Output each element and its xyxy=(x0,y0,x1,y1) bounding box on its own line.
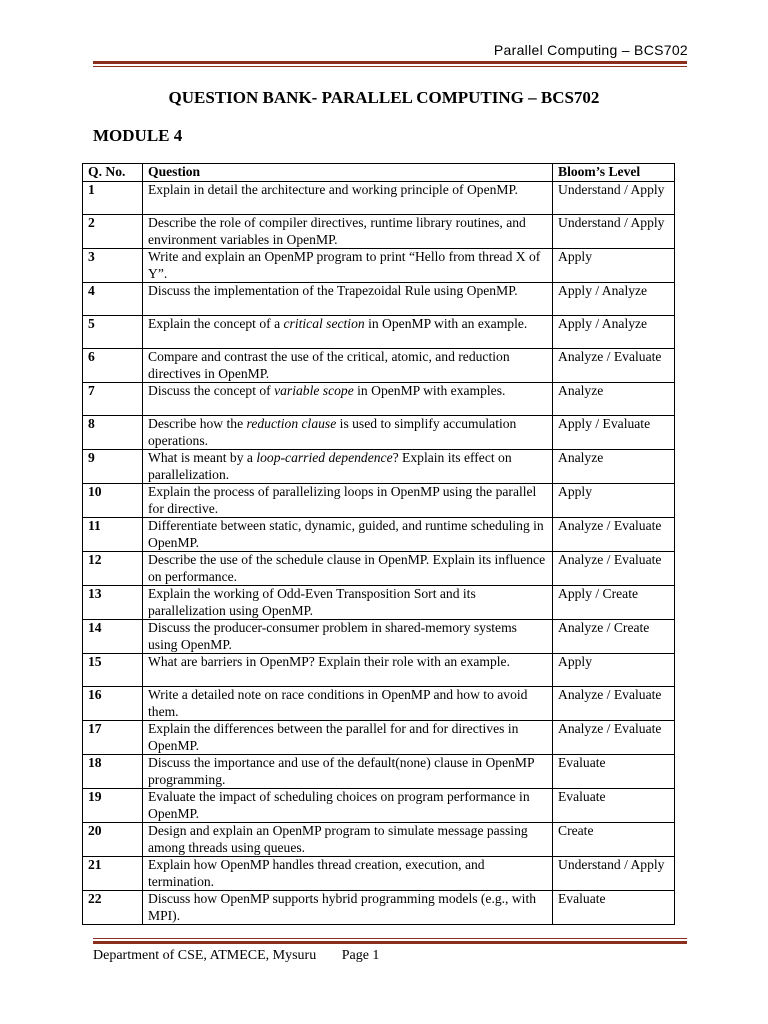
table-row xyxy=(83,182,675,215)
table-row xyxy=(83,552,675,586)
question-number: 13 xyxy=(83,586,143,620)
table-row xyxy=(83,789,675,823)
question-text xyxy=(143,891,553,925)
qno-header: Q. No. xyxy=(83,164,143,182)
blooms-level: Apply xyxy=(553,484,675,518)
question-text-segment: Write a detailed note on race conditions in OpenMP and how to avoid them. xyxy=(148,687,528,719)
level-header: Bloom’s Level xyxy=(553,164,675,182)
table-row xyxy=(83,349,675,383)
blooms-level: Understand / Apply xyxy=(553,215,675,249)
question-text-segment: in OpenMP with an example. xyxy=(364,316,528,331)
question-text-segment: Evaluate the impact of scheduling choices on program performance in OpenMP. xyxy=(148,789,530,821)
footer xyxy=(93,948,379,964)
question-text xyxy=(143,215,553,249)
blooms-level: Analyze / Evaluate xyxy=(553,518,675,552)
blooms-level: Apply / Evaluate xyxy=(553,416,675,450)
blooms-level: Analyze / Evaluate xyxy=(553,721,675,755)
question-text xyxy=(143,283,553,316)
question-text xyxy=(143,620,553,654)
question-text xyxy=(143,518,553,552)
question-text-segment: Explain how OpenMP handles thread creation, execution, and termination. xyxy=(148,857,485,889)
blooms-level: Analyze / Create xyxy=(553,620,675,654)
table-row xyxy=(83,586,675,620)
question-number: 7 xyxy=(83,383,143,416)
table-row xyxy=(83,416,675,450)
table-row xyxy=(83,857,675,891)
question-text-segment: Design and explain an OpenMP program to simulate message passing among threads using queues. xyxy=(148,823,528,855)
blooms-level: Evaluate xyxy=(553,755,675,789)
table-row xyxy=(83,383,675,416)
question-text-segment: in OpenMP with examples. xyxy=(353,383,506,398)
question-text xyxy=(143,857,553,891)
question-text xyxy=(143,789,553,823)
question-number: 20 xyxy=(83,823,143,857)
question-text xyxy=(143,249,553,283)
table-row xyxy=(83,215,675,249)
question-text-segment: Explain the concept of a xyxy=(148,316,284,331)
footer-department: Department of CSE, ATMECE, Mysuru xyxy=(93,948,317,963)
question-text xyxy=(143,721,553,755)
table-row xyxy=(83,316,675,349)
blooms-level: Analyze / Evaluate xyxy=(553,687,675,721)
question-text-segment: What are barriers in OpenMP? Explain their role with an example. xyxy=(148,654,510,669)
question-text xyxy=(143,484,553,518)
footer-rule xyxy=(93,941,687,944)
header-rule xyxy=(93,61,687,64)
table-header-row xyxy=(83,164,675,182)
question-text-segment: Compare and contrast the use of the critical, atomic, and reduction directives in OpenMP. xyxy=(148,349,510,381)
question-text-segment: is used to simplify accumulation operations. xyxy=(148,416,517,448)
table-row xyxy=(83,755,675,789)
table-row xyxy=(83,654,675,687)
question-text xyxy=(143,316,553,349)
blooms-level: Apply / Analyze xyxy=(553,283,675,316)
question-number: 11 xyxy=(83,518,143,552)
question-number: 5 xyxy=(83,316,143,349)
question-text-segment: Discuss how OpenMP supports hybrid programming models (e.g., with MPI). xyxy=(148,891,537,923)
question-text xyxy=(143,586,553,620)
question-text xyxy=(143,755,553,789)
question-number: 16 xyxy=(83,687,143,721)
table-body xyxy=(83,182,675,925)
question-text xyxy=(143,349,553,383)
blooms-level: Analyze xyxy=(553,383,675,416)
question-text-segment: What is meant by a xyxy=(148,450,257,465)
blooms-level: Create xyxy=(553,823,675,857)
question-number: 8 xyxy=(83,416,143,450)
question-text-segment: ? Explain its effect on parallelization. xyxy=(148,450,512,482)
table-row xyxy=(83,620,675,654)
page-number: Page 1 xyxy=(341,948,380,963)
blooms-level: Apply xyxy=(553,654,675,687)
table-row xyxy=(83,721,675,755)
question-number: 4 xyxy=(83,283,143,316)
question-text-segment: Discuss the implementation of the Trapezoidal Rule using OpenMP. xyxy=(148,283,518,298)
question-number: 21 xyxy=(83,857,143,891)
question-number: 15 xyxy=(83,654,143,687)
question-text-segment: Explain the working of Odd-Even Transposition Sort and its parallelization using OpenMP. xyxy=(148,586,476,618)
question-text-segment: Differentiate between static, dynamic, guided, and runtime scheduling in OpenMP. xyxy=(148,518,544,550)
question-text-segment: Explain the process of parallelizing loops in OpenMP using the parallel for directive. xyxy=(148,484,537,516)
question-text-segment: Explain in detail the architecture and working principle of OpenMP. xyxy=(148,182,518,197)
question-number: 1 xyxy=(83,182,143,215)
question-text-segment: Write and explain an OpenMP program to print “Hello from thread X of Y”. xyxy=(148,249,541,281)
blooms-level: Understand / Apply xyxy=(553,857,675,891)
question-text-segment: Explain the differences between the parallel for and for directives in OpenMP. xyxy=(148,721,519,753)
table-row xyxy=(83,687,675,721)
question-number: 2 xyxy=(83,215,143,249)
question-text-segment: Discuss the producer-consumer problem in shared-memory systems using OpenMP. xyxy=(148,620,517,652)
blooms-level: Analyze / Evaluate xyxy=(553,349,675,383)
question-text xyxy=(143,182,553,215)
footer-rule-thin xyxy=(93,938,687,939)
question-text xyxy=(143,823,553,857)
table-row xyxy=(83,891,675,925)
question-term-italic: reduction clause xyxy=(246,416,337,431)
blooms-level: Evaluate xyxy=(553,891,675,925)
question-text-segment: Describe the role of compiler directives, runtime library routines, and environment variables in OpenMP. xyxy=(148,215,526,247)
blooms-level: Apply / Analyze xyxy=(553,316,675,349)
table-row xyxy=(83,249,675,283)
question-term-italic: variable scope xyxy=(274,383,354,398)
question-number: 9 xyxy=(83,450,143,484)
question-number: 19 xyxy=(83,789,143,823)
header-rule-thin xyxy=(93,66,687,67)
question-number: 18 xyxy=(83,755,143,789)
question-number: 14 xyxy=(83,620,143,654)
table-row xyxy=(83,450,675,484)
question-number: 17 xyxy=(83,721,143,755)
blooms-level: Analyze / Evaluate xyxy=(553,552,675,586)
running-header: Parallel Computing – BCS702 xyxy=(493,42,688,58)
blooms-level: Understand / Apply xyxy=(553,182,675,215)
question-text-segment: Describe the use of the schedule clause in OpenMP. Explain its influence on performance. xyxy=(148,552,546,584)
question-text xyxy=(143,383,553,416)
question-text-segment: Discuss the concept of xyxy=(148,383,275,398)
blooms-level: Evaluate xyxy=(553,789,675,823)
blooms-level: Apply / Create xyxy=(553,586,675,620)
table-row xyxy=(83,283,675,316)
question-text xyxy=(143,416,553,450)
question-term-italic: critical section xyxy=(283,316,365,331)
question-header: Question xyxy=(143,164,553,182)
question-number: 22 xyxy=(83,891,143,925)
question-text xyxy=(143,552,553,586)
question-text xyxy=(143,654,553,687)
document-title: QUESTION BANK- PARALLEL COMPUTING – BCS702 xyxy=(168,88,600,107)
question-number: 10 xyxy=(83,484,143,518)
table-row xyxy=(83,518,675,552)
question-table xyxy=(82,163,675,925)
question-term-italic: loop-carried dependence xyxy=(256,450,393,465)
question-number: 6 xyxy=(83,349,143,383)
blooms-level: Apply xyxy=(553,249,675,283)
blooms-level: Analyze xyxy=(553,450,675,484)
question-text-segment: Discuss the importance and use of the default(none) clause in OpenMP programming. xyxy=(148,755,535,787)
question-text-segment: Describe how the xyxy=(148,416,247,431)
table-row xyxy=(83,823,675,857)
table-row xyxy=(83,484,675,518)
question-number: 12 xyxy=(83,552,143,586)
module-heading: MODULE 4 xyxy=(93,126,183,145)
question-number: 3 xyxy=(83,249,143,283)
question-text xyxy=(143,450,553,484)
question-text xyxy=(143,687,553,721)
